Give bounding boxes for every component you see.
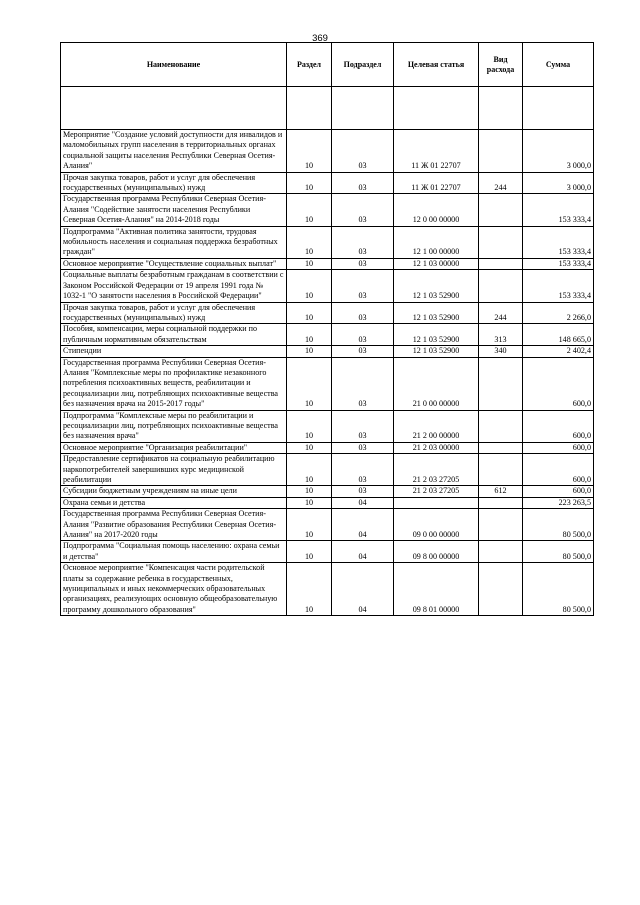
table-row xyxy=(61,258,594,269)
spacer-row xyxy=(61,87,594,130)
row-subsection: 03 xyxy=(332,226,394,258)
table-row xyxy=(61,509,594,541)
row-subsection: 03 xyxy=(332,130,394,173)
table-row xyxy=(61,302,594,324)
table-row xyxy=(61,346,594,357)
row-type xyxy=(479,509,523,541)
row-amount: 153 333,4 xyxy=(523,194,594,226)
row-amount: 80 500,0 xyxy=(523,509,594,541)
row-target: 09 8 01 00000 xyxy=(394,563,479,616)
row-target: 21 2 03 00000 xyxy=(394,442,479,453)
row-target: 12 1 03 00000 xyxy=(394,258,479,269)
row-type xyxy=(479,541,523,563)
table-row xyxy=(61,194,594,226)
row-type xyxy=(479,194,523,226)
row-name: Прочая закупка товаров, работ и услуг для обеспечения государственных (муниципальных) нужд xyxy=(61,302,287,324)
row-target xyxy=(394,497,479,508)
table-row xyxy=(61,357,594,410)
row-section: 10 xyxy=(287,357,332,410)
page-number: 369 xyxy=(312,33,328,44)
row-amount: 3 000,0 xyxy=(523,130,594,173)
table-row xyxy=(61,563,594,616)
row-type: 612 xyxy=(479,486,523,497)
row-amount: 3 000,0 xyxy=(523,172,594,194)
row-subsection: 04 xyxy=(332,563,394,616)
row-target: 09 0 00 00000 xyxy=(394,509,479,541)
row-amount: 153 333,4 xyxy=(523,258,594,269)
row-subsection: 03 xyxy=(332,442,394,453)
row-type xyxy=(479,270,523,302)
row-section: 10 xyxy=(287,226,332,258)
table-row xyxy=(61,497,594,508)
row-name: Подпрограмма "Комплексные меры по реабилитации и ресоциализации лиц, потребляющих психоактивные вещества без назначения врача" xyxy=(61,410,287,442)
row-name: Государственная программа Республики Северная Осетия-Алания "Развитие образования Республики Северная Осетия-Алания" на 2017-2020 годы xyxy=(61,509,287,541)
row-target: 11 Ж 01 22707 xyxy=(394,130,479,173)
row-target: 11 Ж 01 22707 xyxy=(394,172,479,194)
row-amount: 2 402,4 xyxy=(523,346,594,357)
table-row xyxy=(61,454,594,486)
row-section: 10 xyxy=(287,410,332,442)
row-subsection: 03 xyxy=(332,357,394,410)
row-section: 10 xyxy=(287,302,332,324)
row-target: 21 0 00 00000 xyxy=(394,357,479,410)
table-row xyxy=(61,324,594,346)
row-name: Охрана семьи и детства xyxy=(61,497,287,508)
row-target: 21 2 03 27205 xyxy=(394,454,479,486)
row-subsection: 03 xyxy=(332,270,394,302)
table-row xyxy=(61,442,594,453)
row-type xyxy=(479,357,523,410)
row-name: Прочая закупка товаров, работ и услуг для обеспечения государственных (муниципальных) нужд xyxy=(61,172,287,194)
row-section: 10 xyxy=(287,486,332,497)
row-target: 12 1 03 52900 xyxy=(394,324,479,346)
row-amount: 223 263,5 xyxy=(523,497,594,508)
row-type xyxy=(479,258,523,269)
row-target: 12 0 00 00000 xyxy=(394,194,479,226)
row-type: 340 xyxy=(479,346,523,357)
row-type: 244 xyxy=(479,302,523,324)
row-name: Предоставление сертификатов на социальную реабилитацию наркопотребителей завершивших курс медицинской реабилитации xyxy=(61,454,287,486)
row-amount: 600,0 xyxy=(523,454,594,486)
row-type: 244 xyxy=(479,172,523,194)
row-name: Социальные выплаты безработным гражданам в соответствии с Законом Российской Федерации от 19 апреля 1991 года № 1032-1 "О занятости населения в Российской Федерации" xyxy=(61,270,287,302)
row-section: 10 xyxy=(287,454,332,486)
row-target: 09 8 00 00000 xyxy=(394,541,479,563)
row-amount: 153 333,4 xyxy=(523,270,594,302)
row-amount: 600,0 xyxy=(523,442,594,453)
row-section: 10 xyxy=(287,130,332,173)
row-subsection: 03 xyxy=(332,302,394,324)
row-section: 10 xyxy=(287,563,332,616)
row-amount: 600,0 xyxy=(523,410,594,442)
row-target: 12 1 00 00000 xyxy=(394,226,479,258)
header-target: Целевая статья xyxy=(394,43,479,87)
row-subsection: 03 xyxy=(332,258,394,269)
row-type xyxy=(479,454,523,486)
row-amount: 600,0 xyxy=(523,486,594,497)
row-subsection: 03 xyxy=(332,194,394,226)
row-target: 12 1 03 52900 xyxy=(394,270,479,302)
header-amount: Сумма xyxy=(523,43,594,87)
row-name: Субсидии бюджетным учреждениям на иные цели xyxy=(61,486,287,497)
row-section: 10 xyxy=(287,497,332,508)
table-row xyxy=(61,541,594,563)
header-name: Наименование xyxy=(61,43,287,87)
row-name: Основное мероприятие "Организация реабилитации" xyxy=(61,442,287,453)
row-subsection: 03 xyxy=(332,410,394,442)
row-section: 10 xyxy=(287,346,332,357)
row-name: Основное мероприятие "Осуществление социальных выплат" xyxy=(61,258,287,269)
row-subsection: 03 xyxy=(332,324,394,346)
row-section: 10 xyxy=(287,172,332,194)
row-name: Мероприятие "Создание условий доступности для инвалидов и маломобильных групп населения в территориальных органах социальной защиты населения Республики Северная Осетия-Алания" xyxy=(61,130,287,173)
row-type xyxy=(479,130,523,173)
header-type: Вид расхода xyxy=(479,43,523,87)
row-type xyxy=(479,563,523,616)
row-amount: 600,0 xyxy=(523,357,594,410)
row-subsection: 03 xyxy=(332,346,394,357)
table-row xyxy=(61,486,594,497)
row-section: 10 xyxy=(287,194,332,226)
table-row xyxy=(61,226,594,258)
row-name: Государственная программа Республики Северная Осетия-Алания "Содействие занятости населения Республики Северная Осетия-Алания" на 2014-2018 годы xyxy=(61,194,287,226)
row-type xyxy=(479,442,523,453)
row-target: 12 1 03 52900 xyxy=(394,302,479,324)
row-amount: 148 665,0 xyxy=(523,324,594,346)
row-type xyxy=(479,497,523,508)
row-amount: 80 500,0 xyxy=(523,541,594,563)
row-type xyxy=(479,410,523,442)
row-target: 21 2 00 00000 xyxy=(394,410,479,442)
row-target: 12 1 03 52900 xyxy=(394,346,479,357)
header-subsection: Подраздел xyxy=(332,43,394,87)
row-amount: 2 266,0 xyxy=(523,302,594,324)
table-row xyxy=(61,172,594,194)
row-name: Стипендии xyxy=(61,346,287,357)
row-subsection: 03 xyxy=(332,454,394,486)
row-section: 10 xyxy=(287,270,332,302)
row-subsection: 03 xyxy=(332,486,394,497)
row-subsection: 03 xyxy=(332,172,394,194)
row-section: 10 xyxy=(287,541,332,563)
row-subsection: 04 xyxy=(332,541,394,563)
row-name: Пособия, компенсации, меры социальной поддержки по публичным нормативным обязательствам xyxy=(61,324,287,346)
row-section: 10 xyxy=(287,324,332,346)
row-section: 10 xyxy=(287,258,332,269)
row-target: 21 2 03 27205 xyxy=(394,486,479,497)
row-name: Подпрограмма "Социальная помощь населению: охрана семьи и детства" xyxy=(61,541,287,563)
row-name: Основное мероприятие "Компенсация части родительской платы за содержание ребенка в государственных, муниципальных и иных некоммерческих образовательных организациях, реализующих основную общеобразовательную программу дошкольного образования" xyxy=(61,563,287,616)
row-name: Государственная программа Республики Северная Осетия-Алания "Комплексные меры по профилактике незаконного потребления психоактивных веществ, реабилитации и ресоциализации лиц, потребляющих психоактивные вещества без назначения врача на 2015-2017 годы" xyxy=(61,357,287,410)
header-row xyxy=(61,43,594,87)
row-amount: 153 333,4 xyxy=(523,226,594,258)
row-name: Подпрограмма "Активная политика занятости, трудовая мобильность населения и социальная поддержка безработных граждан" xyxy=(61,226,287,258)
budget-table xyxy=(60,42,594,616)
row-type: 313 xyxy=(479,324,523,346)
row-subsection: 04 xyxy=(332,509,394,541)
row-subsection: 04 xyxy=(332,497,394,508)
row-type xyxy=(479,226,523,258)
table-row xyxy=(61,410,594,442)
table-row xyxy=(61,130,594,173)
table-row xyxy=(61,270,594,302)
row-section: 10 xyxy=(287,442,332,453)
row-amount: 80 500,0 xyxy=(523,563,594,616)
header-section: Раздел xyxy=(287,43,332,87)
row-section: 10 xyxy=(287,509,332,541)
